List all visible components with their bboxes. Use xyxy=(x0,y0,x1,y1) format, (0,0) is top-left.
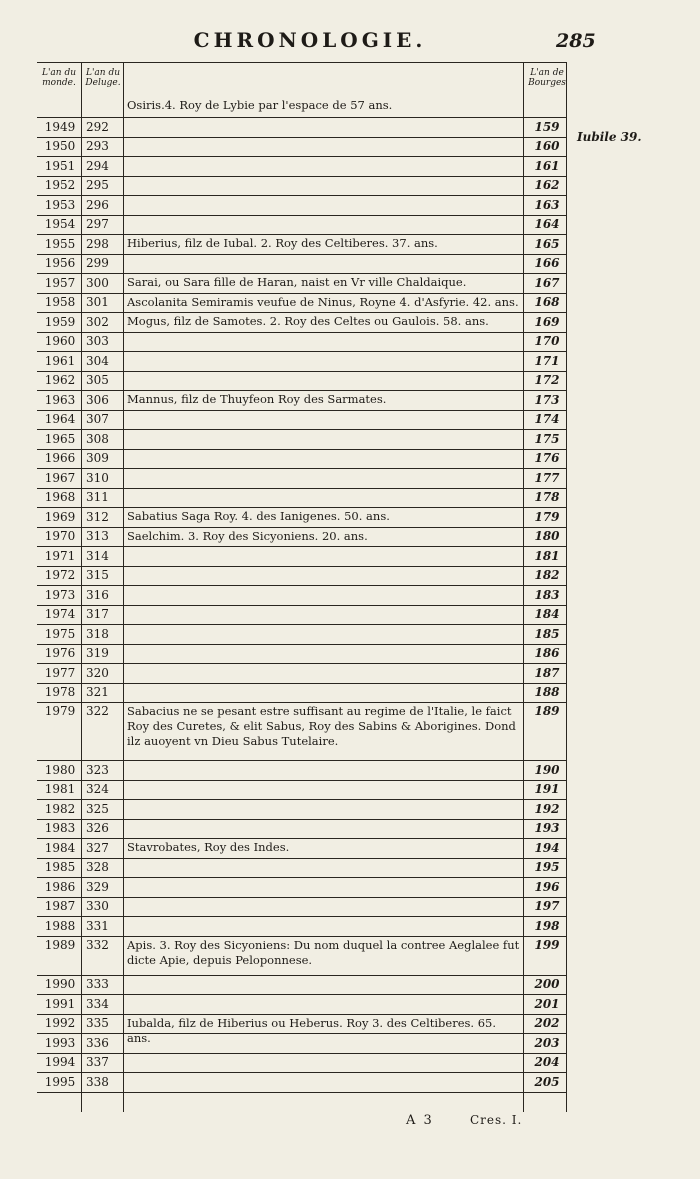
table-row xyxy=(37,819,567,840)
year-of-bourges: 188 xyxy=(534,685,560,699)
table-row xyxy=(37,371,567,392)
event-text: Osiris.4. Roy de Lybie par l'espace de 57 ans. xyxy=(127,98,393,112)
year-after-deluge: 296 xyxy=(86,197,109,212)
event-text: Saelchim. 3. Roy des Sicyoniens. 20. ans. xyxy=(127,528,368,543)
year-of-world: 1952 xyxy=(44,178,76,192)
table-row xyxy=(37,332,567,353)
event-text: Stavrobates, Roy des Indes. xyxy=(127,840,290,854)
column-header-deluge: L'an du Deluge. xyxy=(85,68,121,88)
year-after-deluge: 323 xyxy=(86,762,109,777)
year-after-deluge: 318 xyxy=(86,626,109,641)
year-after-deluge: 326 xyxy=(86,821,109,835)
year-after-deluge: 312 xyxy=(86,509,109,524)
event-text xyxy=(127,1053,522,1055)
year-of-world: 1968 xyxy=(44,490,76,504)
year-after-deluge: 295 xyxy=(86,178,109,192)
event-text xyxy=(127,449,522,451)
year-after-deluge: 324 xyxy=(86,782,109,796)
table-row xyxy=(37,156,567,177)
year-of-bourges: 196 xyxy=(534,879,560,894)
event-text xyxy=(127,994,522,996)
table-row xyxy=(37,916,567,937)
event-text xyxy=(127,644,522,646)
year-after-deluge: 310 xyxy=(86,470,109,485)
table-row xyxy=(37,195,567,216)
year-of-bourges: 172 xyxy=(534,373,560,387)
year-of-bourges: 182 xyxy=(534,568,560,582)
event-text xyxy=(127,799,522,801)
year-of-world: 1977 xyxy=(44,665,76,680)
year-of-world: 1962 xyxy=(44,373,76,387)
table-row xyxy=(37,254,567,275)
year-of-bourges: 169 xyxy=(534,314,560,329)
year-of-world: 1964 xyxy=(44,412,76,426)
year-of-bourges: 159 xyxy=(534,119,560,134)
year-of-bourges: 195 xyxy=(534,860,560,874)
event-text xyxy=(127,916,522,918)
event-text xyxy=(127,215,522,217)
event-text xyxy=(127,254,522,256)
year-of-bourges: 205 xyxy=(534,1074,560,1089)
event-text xyxy=(127,877,522,879)
year-after-deluge: 314 xyxy=(86,548,109,563)
year-after-deluge: 302 xyxy=(86,314,109,329)
table-row xyxy=(37,1053,567,1074)
event-text: Ascolanita Semiramis veufue de Ninus, Royne 4. d'Asfyrie. 42. ans. xyxy=(127,294,519,309)
table-row xyxy=(37,897,567,918)
year-of-world: 1954 xyxy=(44,217,76,231)
event-text: Sabacius ne se pesant estre suffisant au regime de l'Italie, le faict Roy des Curetes, & elit Sabus, Roy des Sabins & Aborigines. Dond ilz auoyent vn Dieu Sabus Tutelaire. xyxy=(127,704,516,748)
year-of-world: 1961 xyxy=(44,353,76,368)
year-of-bourges: 185 xyxy=(534,626,560,641)
event-text xyxy=(127,624,522,626)
year-of-bourges: 192 xyxy=(534,801,560,816)
table-row xyxy=(37,1072,567,1093)
year-after-deluge: 332 xyxy=(86,937,109,952)
table-row xyxy=(37,527,567,548)
event-text xyxy=(127,683,522,685)
event-text xyxy=(127,429,522,431)
year-of-bourges: 170 xyxy=(534,334,560,348)
table-row xyxy=(37,468,567,489)
year-after-deluge: 336 xyxy=(86,1035,109,1050)
table-row xyxy=(37,410,567,431)
year-of-bourges: 165 xyxy=(534,236,560,251)
event-text xyxy=(127,975,522,977)
table-row xyxy=(37,546,567,567)
year-after-deluge: 308 xyxy=(86,431,109,446)
year-after-deluge: 303 xyxy=(86,334,109,348)
year-after-deluge: 311 xyxy=(86,490,109,504)
table-row xyxy=(37,137,567,158)
table-row xyxy=(37,507,567,528)
year-of-bourges: 180 xyxy=(534,529,560,543)
table-row xyxy=(37,663,567,684)
event-text xyxy=(127,566,522,568)
year-of-bourges: 193 xyxy=(534,821,560,835)
event-text xyxy=(127,351,522,353)
year-of-world: 1990 xyxy=(44,977,76,991)
event-text xyxy=(127,585,522,587)
catchword: Cres. I. xyxy=(470,1113,523,1127)
year-of-bourges: 190 xyxy=(534,762,560,777)
year-of-bourges: 187 xyxy=(534,665,560,680)
year-of-world: 1993 xyxy=(44,1035,76,1050)
year-of-world: 1951 xyxy=(44,158,76,173)
event-text xyxy=(127,117,522,119)
table-row xyxy=(37,273,567,294)
column-header-bourges: L'an de Bourges xyxy=(528,68,566,88)
table-row xyxy=(37,293,567,314)
year-of-bourges: 167 xyxy=(534,275,560,290)
year-of-world: 1958 xyxy=(44,295,76,309)
year-of-bourges: 164 xyxy=(534,217,560,231)
year-after-deluge: 334 xyxy=(86,996,109,1011)
year-of-world: 1978 xyxy=(44,685,76,699)
event-text xyxy=(127,488,522,490)
table-row xyxy=(37,488,567,509)
table-row xyxy=(37,838,567,859)
table-row xyxy=(37,605,567,626)
event-text xyxy=(127,371,522,373)
event-text xyxy=(127,858,522,860)
year-of-world: 1994 xyxy=(44,1055,76,1069)
year-of-bourges: 183 xyxy=(534,587,560,602)
table-row xyxy=(37,760,567,781)
year-of-world: 1989 xyxy=(44,937,76,952)
table-row xyxy=(37,117,567,138)
year-of-world: 1971 xyxy=(44,548,76,563)
year-of-bourges: 178 xyxy=(534,490,560,504)
year-of-bourges: 201 xyxy=(534,996,560,1011)
chronology-table xyxy=(37,62,567,1112)
year-of-world: 1991 xyxy=(44,996,76,1011)
year-of-world: 1985 xyxy=(44,860,76,874)
year-of-bourges: 194 xyxy=(534,840,560,855)
page-number: 285 xyxy=(556,30,596,52)
year-after-deluge: 320 xyxy=(86,665,109,680)
year-of-world: 1969 xyxy=(44,509,76,524)
year-of-world: 1987 xyxy=(44,899,76,913)
table-row xyxy=(37,92,567,118)
table-row xyxy=(37,936,567,976)
top-rule xyxy=(37,62,567,63)
year-after-deluge: 315 xyxy=(86,568,109,582)
year-of-world: 1995 xyxy=(44,1074,76,1089)
year-after-deluge: 306 xyxy=(86,392,109,407)
year-after-deluge: 297 xyxy=(86,217,109,231)
table-row xyxy=(37,780,567,801)
event-text: Apis. 3. Roy des Sicyoniens: Du nom duquel la contree Aeglalee fut dicte Apie, depuis Peloponnese. xyxy=(127,937,520,967)
year-after-deluge: 298 xyxy=(86,236,109,251)
year-after-deluge: 301 xyxy=(86,295,109,309)
year-of-bourges: 191 xyxy=(534,782,560,796)
year-of-world: 1955 xyxy=(44,236,76,251)
year-of-world: 1986 xyxy=(44,879,76,894)
event-text xyxy=(127,1072,522,1074)
table-row xyxy=(37,683,567,704)
year-after-deluge: 338 xyxy=(86,1074,109,1089)
table-row xyxy=(37,702,567,761)
table-row xyxy=(37,215,567,236)
table-row xyxy=(37,975,567,996)
event-text xyxy=(127,195,522,197)
table-row xyxy=(37,1033,567,1054)
column-header-mundi: L'an du monde. xyxy=(41,68,77,88)
table-row xyxy=(37,585,567,606)
year-of-world: 1953 xyxy=(44,197,76,212)
year-after-deluge: 294 xyxy=(86,158,109,173)
year-after-deluge: 331 xyxy=(86,918,109,933)
event-text xyxy=(127,156,522,158)
year-of-bourges: 168 xyxy=(534,295,560,309)
year-after-deluge: 313 xyxy=(86,529,109,543)
year-after-deluge: 335 xyxy=(86,1016,109,1030)
year-of-world: 1992 xyxy=(44,1016,76,1030)
year-after-deluge: 328 xyxy=(86,860,109,874)
year-of-bourges: 189 xyxy=(534,704,560,718)
event-text xyxy=(127,332,522,334)
event-text xyxy=(127,1033,522,1035)
year-after-deluge: 307 xyxy=(86,412,109,426)
year-of-world: 1976 xyxy=(44,646,76,660)
year-of-world: 1950 xyxy=(44,139,76,153)
event-text xyxy=(127,410,522,412)
year-after-deluge: 293 xyxy=(86,139,109,153)
year-of-world: 1981 xyxy=(44,782,76,796)
year-of-bourges: 171 xyxy=(534,353,560,368)
table-row xyxy=(37,644,567,665)
year-of-world: 1973 xyxy=(44,587,76,602)
table-row xyxy=(37,449,567,470)
event-text xyxy=(127,897,522,899)
year-of-bourges: 203 xyxy=(534,1035,560,1050)
year-of-world: 1984 xyxy=(44,840,76,855)
table-row xyxy=(37,624,567,645)
year-of-world: 1966 xyxy=(44,451,76,465)
year-of-world: 1979 xyxy=(44,704,76,718)
event-text xyxy=(127,605,522,607)
year-of-bourges: 174 xyxy=(534,412,560,426)
event-text xyxy=(127,176,522,178)
year-after-deluge: 327 xyxy=(86,840,109,855)
year-after-deluge: 317 xyxy=(86,607,109,621)
year-of-bourges: 202 xyxy=(534,1016,560,1030)
year-of-world: 1960 xyxy=(44,334,76,348)
year-of-world: 1957 xyxy=(44,275,76,290)
event-text xyxy=(127,468,522,470)
year-of-world: 1967 xyxy=(44,470,76,485)
year-of-bourges: 160 xyxy=(534,139,560,153)
year-of-world: 1956 xyxy=(44,256,76,270)
table-row xyxy=(37,390,567,411)
year-of-bourges: 166 xyxy=(534,256,560,270)
table-row xyxy=(37,877,567,898)
year-after-deluge: 319 xyxy=(86,646,109,660)
year-of-world: 1965 xyxy=(44,431,76,446)
year-after-deluge: 322 xyxy=(86,704,109,718)
table-row xyxy=(37,176,567,197)
year-of-bourges: 204 xyxy=(534,1055,560,1069)
event-text xyxy=(127,780,522,782)
year-of-bourges: 173 xyxy=(534,392,560,407)
event-text xyxy=(127,819,522,821)
year-of-world: 1975 xyxy=(44,626,76,641)
table-row xyxy=(37,312,567,333)
year-after-deluge: 292 xyxy=(86,119,109,134)
year-of-bourges: 200 xyxy=(534,977,560,991)
event-text: Hiberius, filz de Iubal. 2. Roy des Celtiberes. 37. ans. xyxy=(127,236,438,250)
table-row xyxy=(37,566,567,587)
year-after-deluge: 299 xyxy=(86,256,109,270)
year-of-world: 1963 xyxy=(44,392,76,407)
table-row xyxy=(37,429,567,450)
event-text xyxy=(127,760,522,762)
year-of-bourges: 175 xyxy=(534,431,560,446)
table-row xyxy=(37,858,567,879)
table-row xyxy=(37,234,567,255)
event-text: Mogus, filz de Samotes. 2. Roy des Celtes ou Gaulois. 58. ans. xyxy=(127,314,489,328)
table-row xyxy=(37,994,567,1015)
year-of-world: 1970 xyxy=(44,529,76,543)
year-of-world: 1988 xyxy=(44,918,76,933)
year-after-deluge: 330 xyxy=(86,899,109,913)
margin-note: Iubile 39. xyxy=(577,130,642,144)
year-of-world: 1959 xyxy=(44,314,76,329)
year-of-bourges: 181 xyxy=(534,548,560,563)
event-text: Iubalda, filz de Hiberius ou Heberus. Roy 3. des Celtiberes. 65. ans. xyxy=(127,1015,497,1045)
event-text xyxy=(127,663,522,665)
event-text xyxy=(127,137,522,139)
table-row xyxy=(37,799,567,820)
year-of-bourges: 197 xyxy=(534,899,560,913)
year-after-deluge: 304 xyxy=(86,353,109,368)
year-after-deluge: 329 xyxy=(86,879,109,894)
year-of-world: 1974 xyxy=(44,607,76,621)
year-after-deluge: 321 xyxy=(86,685,109,699)
year-of-bourges: 199 xyxy=(534,937,560,952)
event-text xyxy=(127,546,522,548)
year-after-deluge: 333 xyxy=(86,977,109,991)
year-of-world: 1983 xyxy=(44,821,76,835)
year-after-deluge: 337 xyxy=(86,1055,109,1069)
signature-mark: A 3 xyxy=(406,1113,434,1128)
year-after-deluge: 300 xyxy=(86,275,109,290)
year-of-bourges: 184 xyxy=(534,607,560,621)
year-of-world: 1982 xyxy=(44,801,76,816)
year-after-deluge: 316 xyxy=(86,587,109,602)
year-of-world: 1949 xyxy=(44,119,76,134)
year-of-bourges: 161 xyxy=(534,158,560,173)
year-of-world: 1972 xyxy=(44,568,76,582)
year-of-bourges: 163 xyxy=(534,197,560,212)
event-text: Sabatius Saga Roy. 4. des Ianigenes. 50. ans. xyxy=(127,509,390,523)
year-of-bourges: 162 xyxy=(534,178,560,192)
event-text: Mannus, filz de Thuyfeon Roy des Sarmates. xyxy=(127,392,387,406)
page-title: CHRONOLOGIE. xyxy=(193,28,427,52)
year-of-bourges: 198 xyxy=(534,918,560,933)
year-of-bourges: 179 xyxy=(534,509,560,524)
year-of-world: 1980 xyxy=(44,762,76,777)
table-row xyxy=(37,351,567,372)
year-after-deluge: 325 xyxy=(86,801,109,816)
year-of-bourges: 177 xyxy=(534,470,560,485)
year-after-deluge: 305 xyxy=(86,373,109,387)
year-of-bourges: 176 xyxy=(534,451,560,465)
event-text: Sarai, ou Sara fille de Haran, naist en Vr ville Chaldaique. xyxy=(127,275,467,289)
year-of-bourges: 186 xyxy=(534,646,560,660)
year-after-deluge: 309 xyxy=(86,451,109,465)
